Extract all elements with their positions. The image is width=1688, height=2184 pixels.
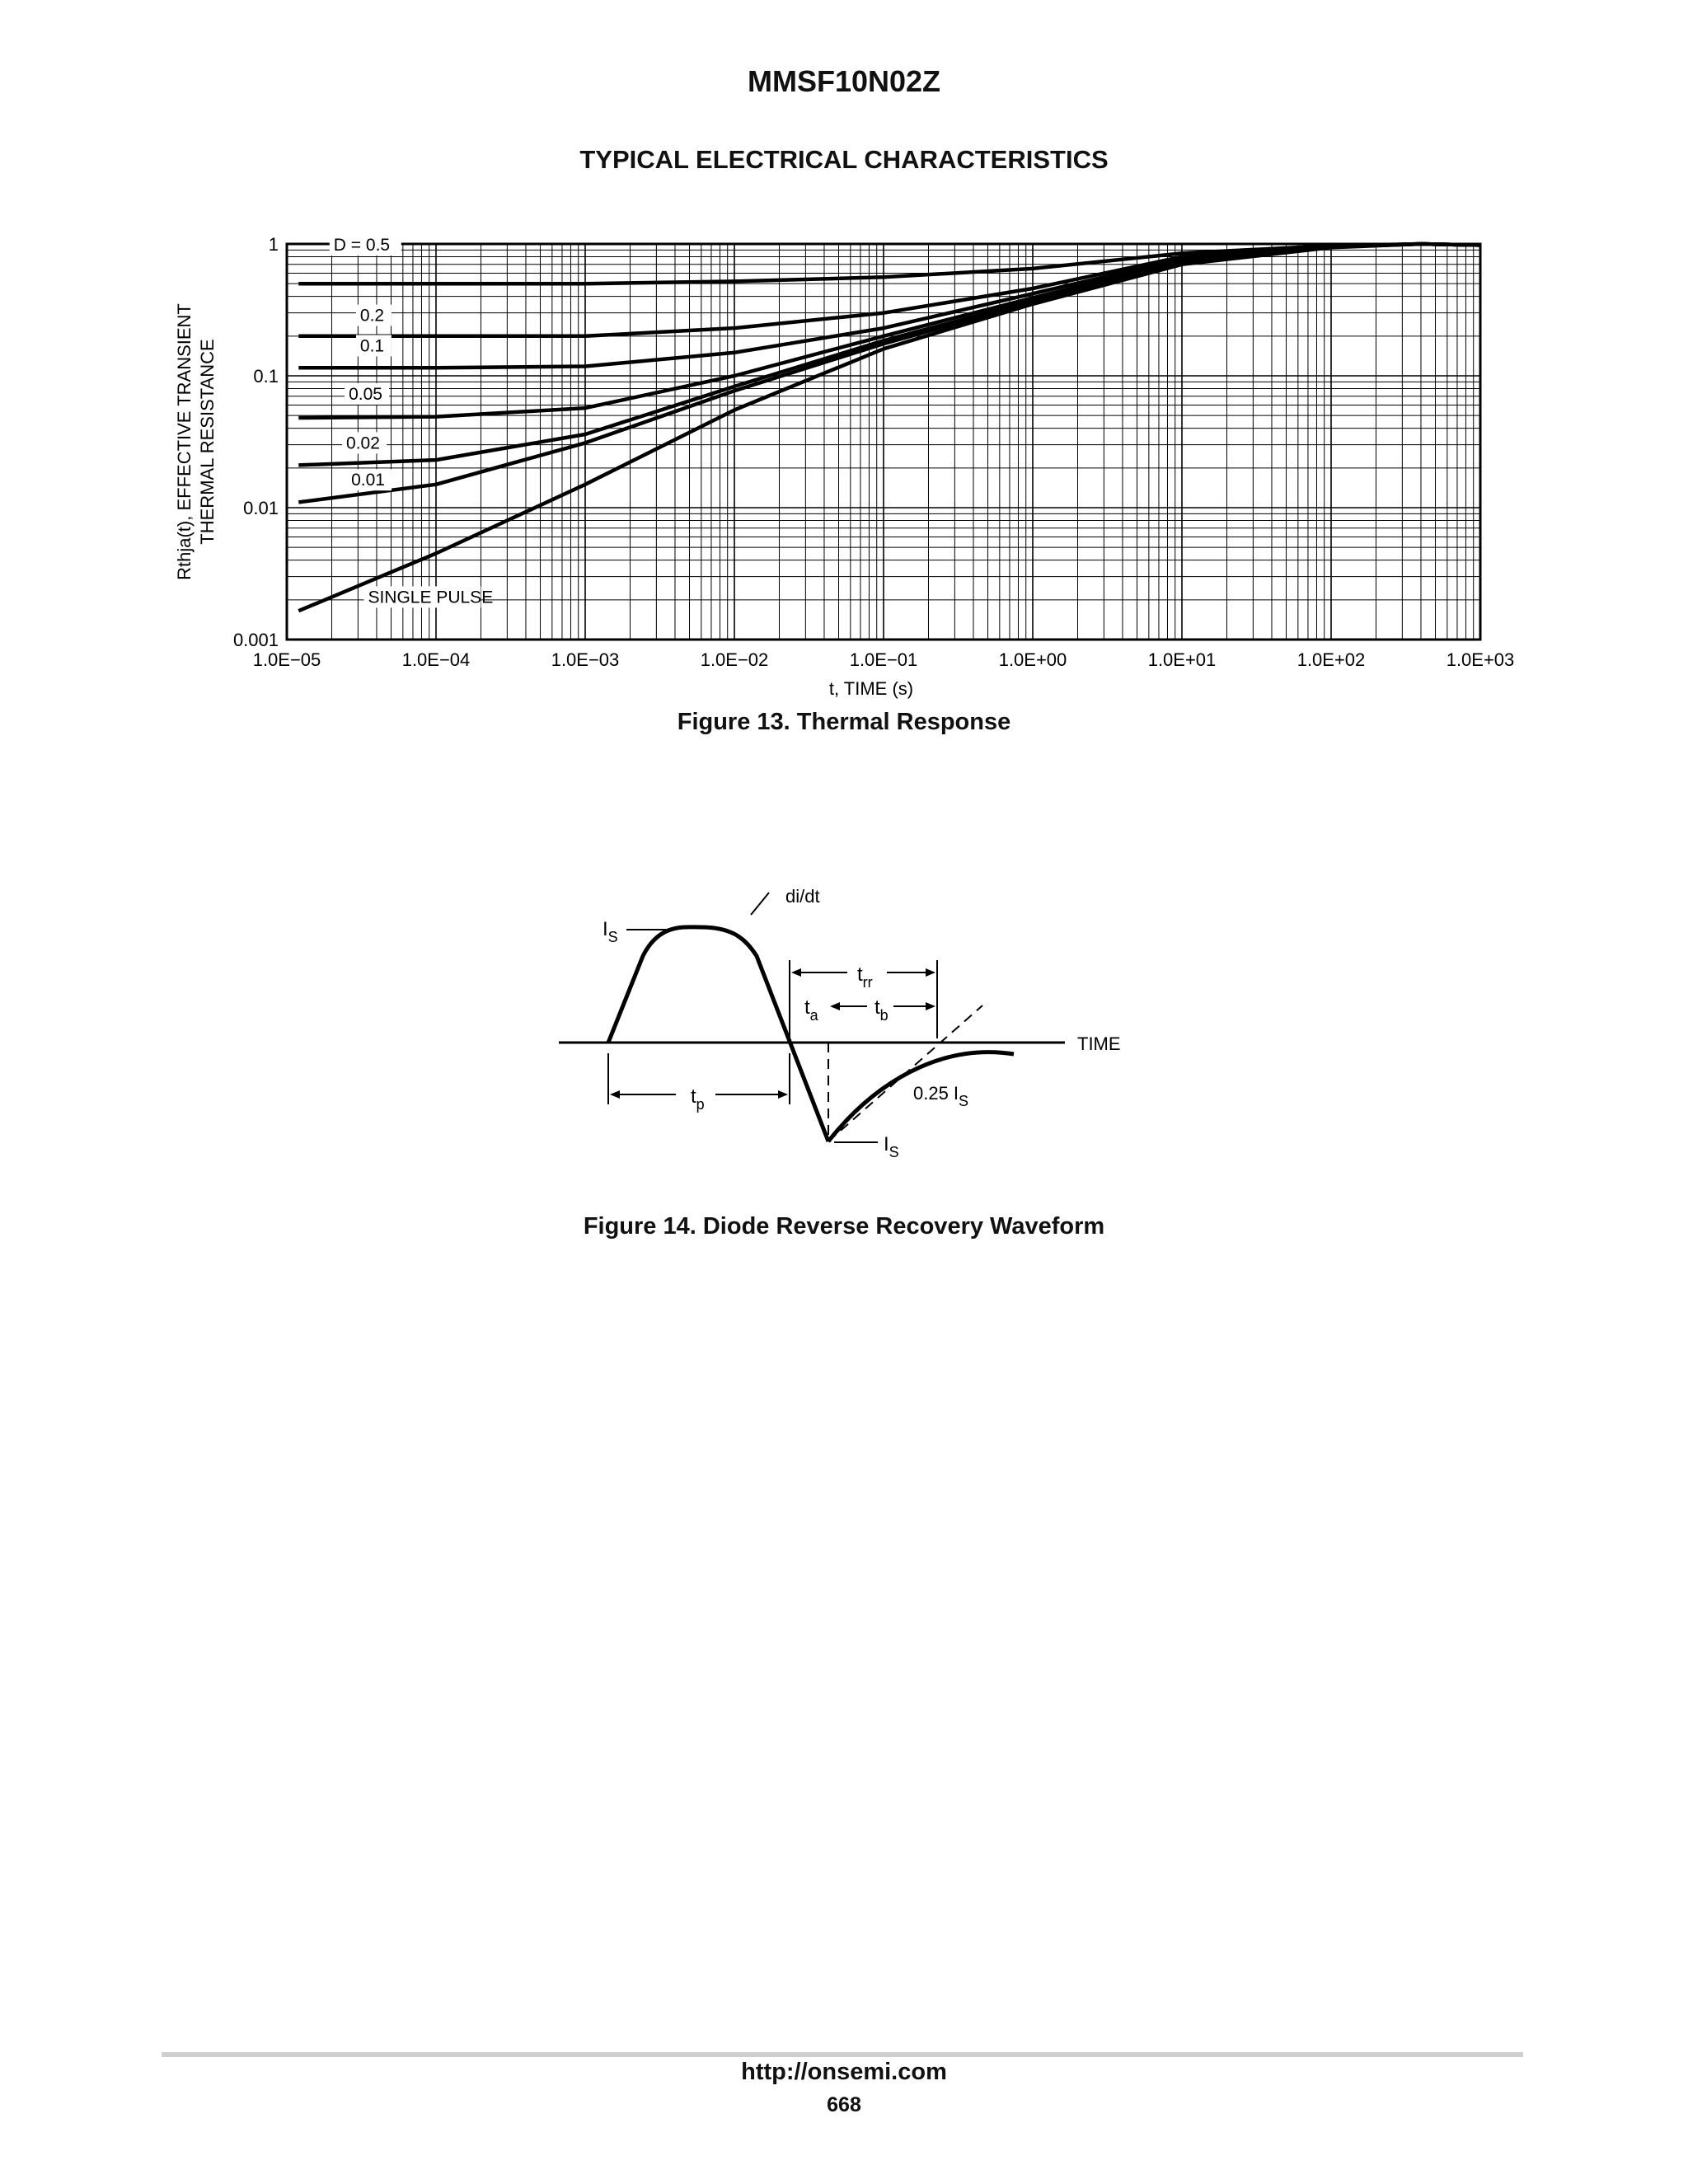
y-tick-label: 1 — [268, 234, 279, 255]
curve-label: 0.02 — [346, 434, 380, 453]
x-tick-label: 1.0E+00 — [998, 649, 1067, 670]
y-axis-label-line-1: Rthja(t), EFFECTIVE TRANSIENT — [174, 303, 195, 580]
figure-14-caption: Figure 14. Diode Reverse Recovery Waveform — [583, 1213, 1105, 1240]
didt-label: di/dt — [785, 886, 820, 907]
footer-divider — [162, 2052, 1523, 2057]
tb-arrow-left-head — [830, 1002, 840, 1010]
y-tick-label: 0.001 — [232, 630, 279, 650]
time-axis-label: TIME — [1077, 1033, 1121, 1054]
tb-arrow-right-head — [926, 1002, 935, 1010]
x-tick-label: 1.0E−02 — [700, 649, 769, 670]
x-axis-label: t, TIME (s) — [828, 678, 914, 699]
y-axis-label-line-2: THERMAL RESISTANCE — [197, 339, 218, 545]
tp-arrow-left-head — [610, 1090, 620, 1099]
didt-leader — [751, 893, 769, 915]
curve-label: 0.01 — [351, 471, 385, 490]
x-tick-label: 1.0E−05 — [252, 649, 321, 670]
figure-13-caption: Figure 13. Thermal Response — [677, 709, 1011, 735]
ta-label: $t_a$ — [804, 996, 818, 1024]
y-tick-label: 0.01 — [243, 498, 279, 518]
is-bottom-label: $I_S$ — [884, 1133, 899, 1160]
y-tick-label: 0.1 — [253, 366, 279, 387]
curve-label: 0.1 — [359, 336, 385, 356]
document-part-number: MMSF10N02Z — [747, 64, 941, 98]
trr-label: $t_{rr}$ — [857, 963, 873, 991]
trr-arrow-left-head — [791, 968, 801, 977]
curve-label: D = 0.5 — [333, 236, 391, 255]
x-tick-label: 1.0E−01 — [849, 649, 918, 670]
recovery-tangent-line — [828, 1005, 982, 1141]
quarter-is-label: 0.25 $I_S$ — [913, 1083, 969, 1109]
x-tick-label: 1.0E+02 — [1296, 649, 1366, 670]
trr-arrow-right-head — [926, 968, 935, 977]
curve-label: SINGLE PULSE — [368, 588, 494, 607]
tp-label: $t_p$ — [691, 1085, 705, 1113]
section-title: TYPICAL ELECTRICAL CHARACTERISTICS — [579, 145, 1109, 174]
tp-arrow-right-head — [778, 1090, 788, 1099]
forward-current-waveform — [608, 927, 828, 1141]
tb-label: $t_b$ — [874, 996, 889, 1024]
x-tick-label: 1.0E−03 — [551, 649, 620, 670]
x-tick-label: 1.0E+03 — [1446, 649, 1515, 670]
curve-label: 0.2 — [359, 306, 385, 326]
footer-url[interactable]: http://onsemi.com — [741, 2059, 947, 2085]
is-top-label: $I_S$ — [603, 918, 618, 945]
page-number: 668 — [827, 2093, 861, 2116]
curve-label: 0.05 — [349, 384, 382, 404]
x-tick-label: 1.0E+01 — [1147, 649, 1217, 670]
x-tick-label: 1.0E−04 — [401, 649, 471, 670]
